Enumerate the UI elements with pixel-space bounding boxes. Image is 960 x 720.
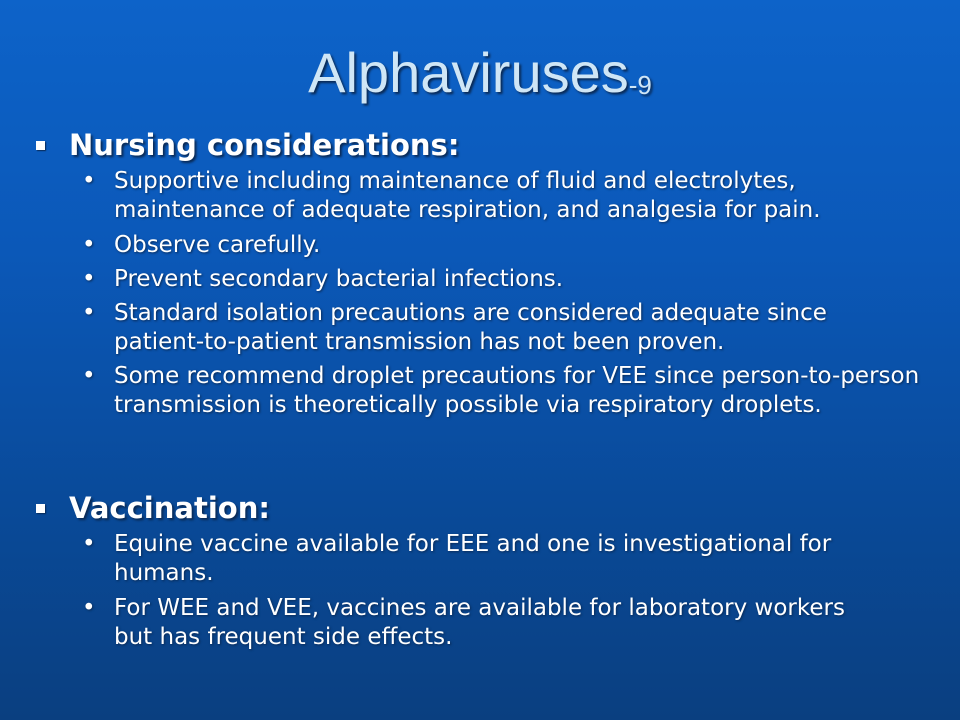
list-item <box>36 265 936 294</box>
square-bullet-icon <box>36 141 45 150</box>
bullet-dot-icon: • <box>82 531 96 557</box>
bullet-dot-icon: • <box>82 266 96 292</box>
slide-title-text: Alphaviruses <box>308 41 629 104</box>
bullet-list <box>36 530 936 652</box>
section-heading <box>36 127 936 163</box>
list-item <box>36 362 936 420</box>
bullet-list <box>36 167 936 420</box>
slide-title <box>0 38 960 118</box>
section-nursing-considerations <box>36 127 936 420</box>
list-item-text: Supportive including maintenance of fluid and electrolytes, maintenance of adequate respiration, and analgesia for pain. <box>114 168 821 223</box>
list-item-text: Observe carefully. <box>114 232 321 258</box>
section-heading-text: Vaccination: <box>69 491 270 525</box>
section-heading <box>36 490 936 526</box>
bullet-dot-icon: • <box>82 168 96 194</box>
list-item <box>36 530 936 588</box>
list-item-text: Some recommend droplet precautions for VEE since person-to-person transmission is theoretically possible via respiratory droplets. <box>114 363 920 418</box>
list-item <box>36 231 936 260</box>
square-bullet-icon <box>36 504 45 513</box>
bullet-dot-icon: • <box>82 595 96 621</box>
bullet-dot-icon: • <box>82 363 96 389</box>
list-item <box>36 594 936 652</box>
list-item-text: For WEE and VEE, vaccines are available for laboratory workers but has frequent side effects. <box>114 595 845 650</box>
section-vaccination <box>36 490 936 652</box>
list-item-text: Equine vaccine available for EEE and one is investigational for humans. <box>114 531 832 586</box>
slide-title-suffix: -9 <box>628 70 652 100</box>
list-item <box>36 299 936 357</box>
section-heading-text: Nursing considerations: <box>69 128 460 162</box>
list-item-text: Prevent secondary bacterial infections. <box>114 266 564 292</box>
bullet-dot-icon: • <box>82 300 96 326</box>
list-item <box>36 167 936 225</box>
list-item-text: Standard isolation precautions are considered adequate since patient-to-patient transmission has not been proven. <box>114 300 827 355</box>
bullet-dot-icon: • <box>82 232 96 258</box>
